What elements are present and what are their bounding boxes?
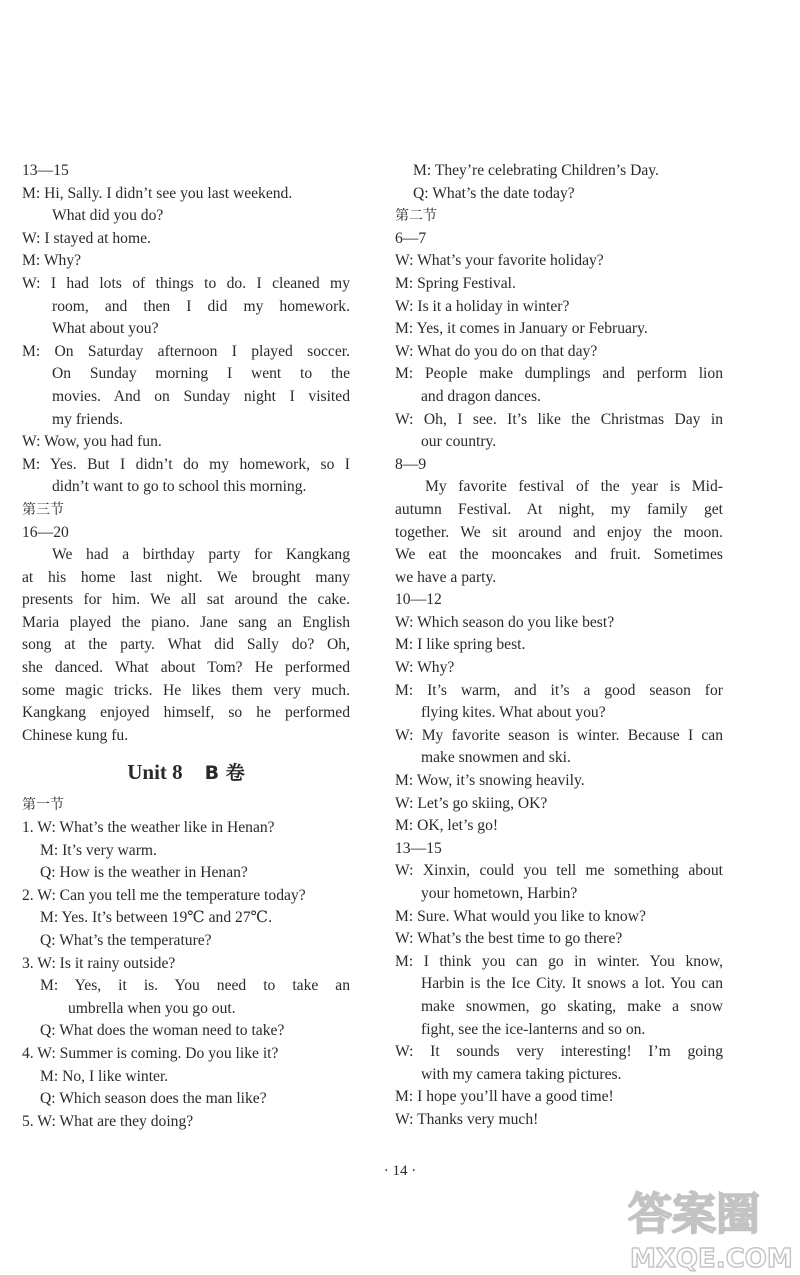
text-line: W: Wow, you had fun. [22, 433, 162, 451]
text-line: 10—12 [395, 591, 442, 609]
text-line: 第二节 [395, 208, 437, 225]
text-line: M: Hi, Sally. I didn’t see you last weekend. [22, 184, 293, 202]
text-line: some magic tricks. He likes them very much. [22, 681, 350, 699]
text-line: with my camera taking pictures. [421, 1065, 622, 1083]
text-line: make snowmen and ski. [421, 749, 571, 767]
text-line: 1. W: What’s the weather like in Henan? [22, 819, 275, 837]
text-line: Q: What’s the temperature? [40, 932, 212, 949]
text-line: M: No, I like winter. [40, 1067, 169, 1085]
text-line: W: My favorite season is winter. Because I can [395, 726, 723, 744]
text-line: Kangkang enjoyed himself, so he performed [22, 704, 350, 722]
text-line: 6—7 [395, 229, 427, 247]
left-column [22, 160, 350, 1133]
text-line: 16—20 [22, 523, 69, 541]
text-line: 4. W: Summer is coming. Do you like it? [22, 1044, 279, 1062]
text-line: What about you? [52, 320, 159, 338]
text-line: Q: What’s the date today? [413, 184, 575, 202]
left-text-block-1 [22, 160, 350, 747]
text-line: M: Why? [22, 252, 82, 270]
text-line: flying kites. What about you? [421, 704, 606, 722]
text-line: and dragon dances. [421, 387, 541, 405]
text-line: 13—15 [22, 162, 69, 179]
text-line: our country. [421, 433, 497, 451]
text-line: Q: What does the woman need to take? [40, 1022, 285, 1040]
text-line: song at the party. What did Sally do? Oh, [22, 636, 350, 654]
text-line: W: What’s the best time to go there? [395, 930, 623, 948]
text-line: 2. W: Can you tell me the temperature today? [22, 886, 306, 904]
text-line: Q: Which season does the man like? [40, 1090, 267, 1108]
text-line: On Sunday morning I went to the [52, 365, 350, 383]
text-line: M: OK, let’s go! [395, 817, 499, 835]
text-line: my friends. [52, 410, 124, 428]
text-line: W: Let’s go skiing, OK? [395, 794, 548, 812]
left-text-block-2 [22, 794, 350, 1133]
text-line: W: Which season do you like best? [395, 613, 615, 631]
text-line: make snowmen, go skating, make a snow [421, 997, 723, 1015]
paper-label: B 卷 [204, 762, 245, 785]
text-line: M: They’re celebrating Children’s Day. [413, 162, 659, 179]
text-line: W: Is it a holiday in winter? [395, 297, 570, 315]
text-line: Maria played the piano. Jane sang an English [22, 613, 350, 631]
text-line: W: Oh, I see. It’s like the Christmas Day in [395, 410, 723, 428]
text-line: M: Yes. But I didn’t do my homework, so I [22, 455, 350, 473]
text-line: M: Yes, it comes in January or February. [395, 320, 648, 338]
text-line: M: People make dumplings and perform lion [395, 365, 723, 383]
text-line: umbrella when you go out. [68, 999, 236, 1017]
text-line: M: I hope you’ll have a good time! [395, 1088, 614, 1106]
text-line: together. We sit around and enjoy the moon. [395, 523, 723, 541]
text-line: W: Thanks very much! [395, 1110, 539, 1128]
text-line: movies. And on Sunday night I visited [52, 387, 350, 405]
text-line: Q: How is the weather in Henan? [40, 864, 248, 882]
text-line: My favorite festival of the year is Mid- [425, 478, 723, 496]
watermark-bottom-text: MXQE.COM [630, 1244, 793, 1274]
text-line: M: It’s very warm. [40, 841, 157, 859]
text-line: W: Xinxin, could you tell me something about [395, 862, 723, 880]
text-line: M: Yes. It’s between 19℃ and 27℃. [40, 909, 272, 927]
text-line: W: It sounds very interesting! I’m going [395, 1043, 723, 1061]
watermark-logo [620, 1185, 800, 1275]
text-line: M: On Saturday afternoon I played soccer. [22, 342, 350, 360]
text-line: Harbin is the Ice City. It snows a lot. You can [421, 975, 723, 993]
text-line: M: Spring Festival. [395, 274, 516, 292]
text-line: M: It’s warm, and it’s a good season for [395, 681, 723, 699]
text-line: M: I think you can go in winter. You know, [395, 952, 723, 970]
text-line: Chinese kung fu. [22, 726, 129, 744]
text-line: 5. W: What are they doing? [22, 1112, 194, 1130]
text-line: We eat the mooncakes and fruit. Sometimes [395, 546, 723, 564]
unit-label: Unit 8 [127, 760, 183, 785]
text-line: 3. W: Is it rainy outside? [22, 954, 176, 972]
text-line: W: I had lots of things to do. I cleaned my [22, 274, 350, 292]
page-number: · 14 · [383, 1163, 417, 1179]
text-line: W: I stayed at home. [22, 229, 151, 247]
text-line: we have a party. [395, 568, 497, 586]
text-line: room, and then I did my homework. [52, 297, 350, 315]
text-line: fight, see the ice-lanterns and so on. [421, 1020, 646, 1038]
text-line: M: I like spring best. [395, 636, 526, 654]
right-column [395, 160, 723, 1132]
text-line: she danced. What about Tom? He performed [22, 659, 350, 677]
text-line: 8—9 [395, 455, 427, 473]
text-line: presents for him. We all sat around the cake. [22, 591, 350, 609]
text-line: M: Sure. What would you like to know? [395, 907, 646, 925]
text-line: 13—15 [395, 839, 442, 857]
text-line: M: Wow, it’s snowing heavily. [395, 772, 585, 790]
text-line: your hometown, Harbin? [421, 885, 578, 902]
text-line: didn’t want to go to school this morning. [52, 478, 307, 496]
unit-title [22, 757, 350, 788]
watermark-top-text: 答案圈 [628, 1189, 760, 1240]
text-line: 第一节 [22, 797, 64, 814]
text-line: What did you do? [52, 207, 164, 225]
text-line: W: Why? [395, 659, 455, 677]
text-line: W: What do you do on that day? [395, 342, 598, 360]
text-line: at his home last night. We brought many [22, 568, 350, 586]
text-line: M: Yes, it is. You need to take an [40, 977, 350, 995]
text-line: autumn Festival. At night, my family get [395, 500, 723, 518]
text-line: 第三节 [22, 501, 64, 518]
text-line: W: What’s your favorite holiday? [395, 252, 604, 270]
text-line: We had a birthday party for Kangkang [52, 546, 350, 564]
